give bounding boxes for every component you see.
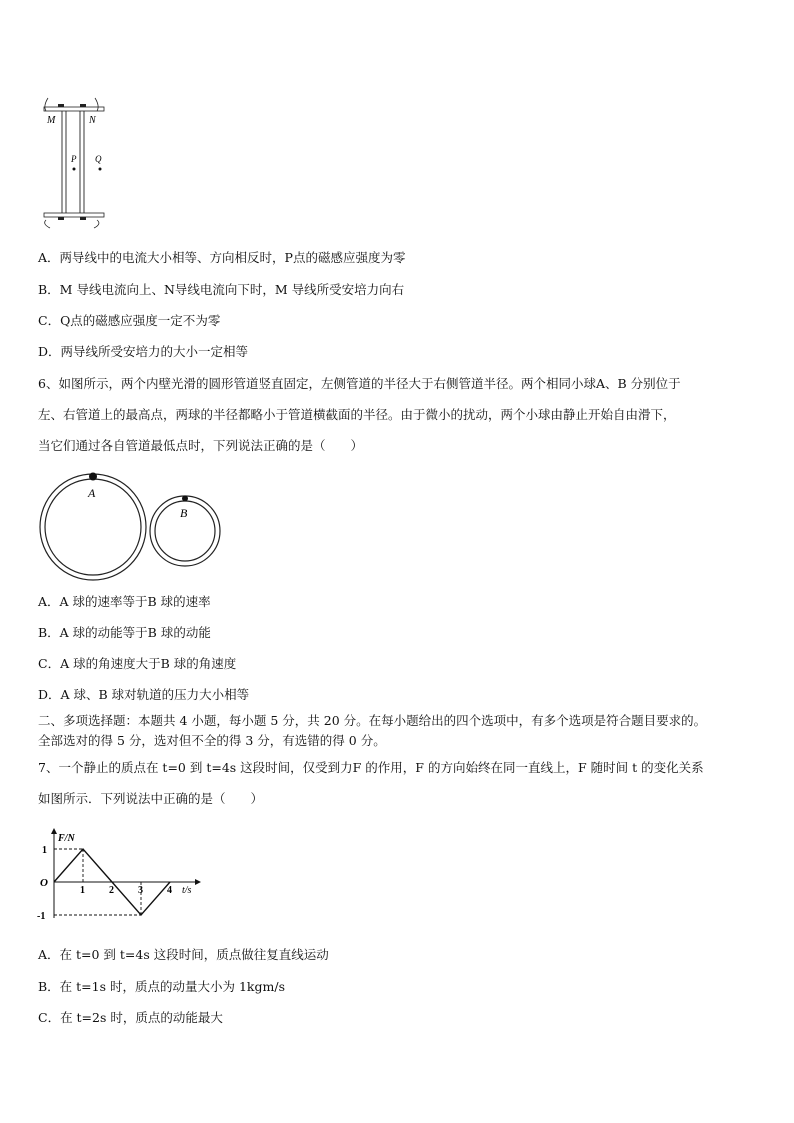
wire-n-label: N	[89, 115, 96, 126]
section2-line-1: 二、多项选择题：本题共 4 小题，每小题 5 分，共 20 分。在每小题给出的四个选项中，有多个选项是符合题目要求的。	[38, 713, 707, 728]
point-q-dot	[99, 168, 102, 171]
q6-option-b: B．A 球的动能等于B 球的动能	[38, 625, 211, 640]
q6-option-d: D．A 球、B 球对轨道的压力大小相等	[38, 687, 250, 702]
q6-stem-line-3: 当它们通过各自管道最低点时，下列说法正确的是（ ）	[38, 438, 364, 453]
ball-a-label: A	[88, 486, 96, 500]
y-tick-label: -1	[37, 911, 46, 922]
q7-stem-line-1: 7、一个静止的质点在 t=0 到 t=4s 这段时间，仅受到力F 的作用，F 的方向始终在同一直线上，F 随时间 t 的变化关系	[38, 760, 704, 775]
q5-option-a: A．两导线中的电流大小相等、方向相反时，P点的磁感应强度为零	[38, 250, 406, 265]
q7-option-b: B．在 t=1s 时，质点的动量大小为 1kgm/s	[38, 979, 285, 994]
q5-option-b: B．M 导线电流向上、N导线电流向下时，M 导线所受安培力向右	[38, 282, 405, 297]
q6-stem-line-2: 左、右管道上的最高点，两球的半径都略小于管道横截面的半径。由于微小的扰动，两个小球由静止开始自由滑下，	[38, 407, 676, 422]
y-axis-label: F/N	[58, 833, 75, 844]
q7-option-c: C．在 t=2s 时，质点的动能最大	[38, 1010, 223, 1025]
q5-option-c: C．Q点的磁感应强度一定不为零	[38, 313, 221, 328]
ball-b	[182, 496, 188, 502]
point-q-label: Q	[95, 154, 102, 164]
x-tick-label: 2	[109, 885, 114, 896]
origin-label: O	[40, 877, 48, 889]
q5-option-d: D．两导线所受安培力的大小一定相等	[38, 344, 249, 359]
q7-option-a: A．在 t=0 到 t=4s 这段时间，质点做往复直线运动	[38, 947, 329, 962]
q6-option-c: C．A 球的角速度大于B 球的角速度	[38, 656, 237, 671]
wire-m-label: M	[47, 115, 56, 126]
y-tick-label: 1	[42, 845, 47, 856]
x-tick-label: 1	[80, 885, 85, 896]
point-p-dot	[73, 168, 76, 171]
q6-stem-line-1: 6、如图所示，两个内壁光滑的圆形管道竖直固定，左侧管道的半径大于右侧管道半径。两个相同小球A、B 分别位于	[38, 376, 681, 391]
ball-a	[89, 473, 97, 481]
q7-stem-line-2: 如图所示．下列说法中正确的是（ ）	[38, 791, 264, 806]
q6-option-a: A．A 球的速率等于B 球的速率	[38, 594, 211, 609]
circular-tubes-figure	[34, 470, 228, 582]
x-tick-label: 4	[167, 885, 172, 896]
point-p-label: P	[71, 154, 77, 164]
two-wires-figure	[38, 96, 128, 236]
section2-line-2: 全部选对的得 5 分，选对但不全的得 3 分，有选错的得 0 分。	[38, 733, 386, 748]
x-axis-label: t/s	[182, 885, 192, 896]
ball-b-label: B	[180, 506, 188, 520]
force-time-chart	[34, 826, 214, 924]
x-tick-label: 3	[138, 885, 143, 896]
